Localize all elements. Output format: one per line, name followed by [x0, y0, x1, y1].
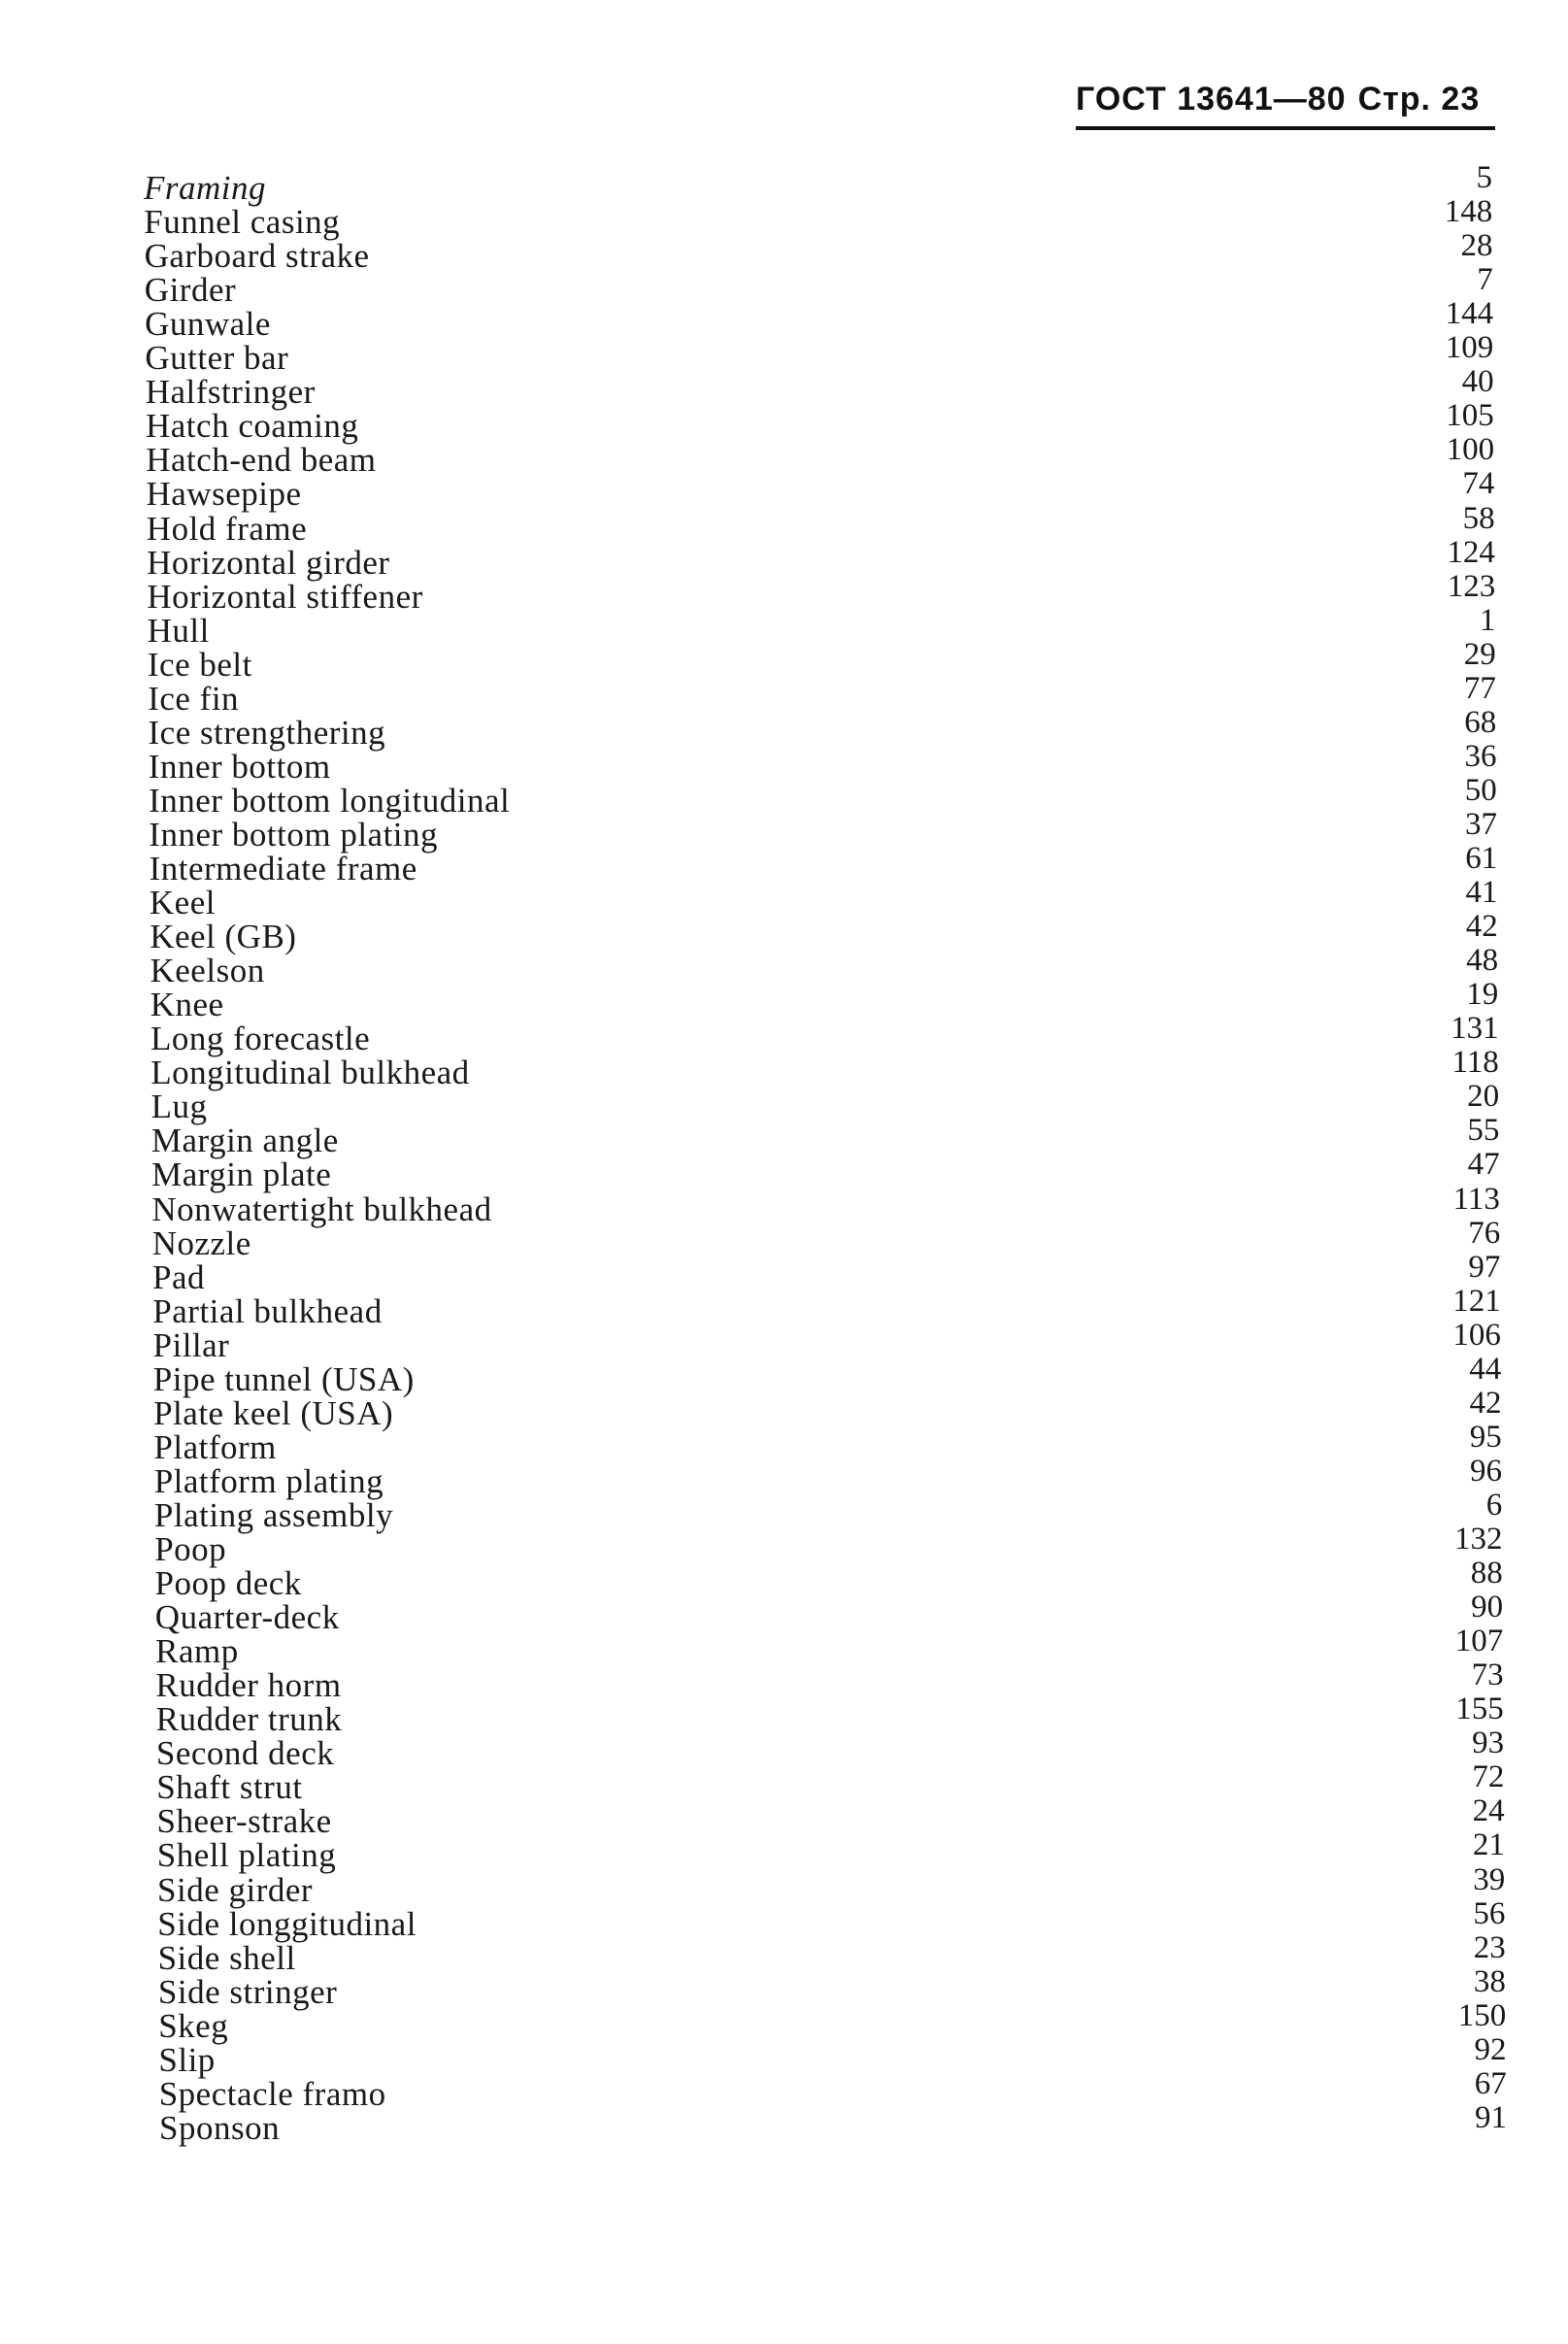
index-number: 61: [1465, 841, 1498, 876]
index-entry: [0, 262, 1568, 310]
index-entry: [0, 1453, 1568, 1500]
index-term: Sheer-strake: [156, 1802, 332, 1841]
index-entry: [0, 1419, 1568, 1466]
index-term: Gunwale: [145, 305, 271, 344]
index-term: Knee: [150, 986, 224, 1024]
index-entry: [0, 1079, 1568, 1126]
index-number: 44: [1469, 1351, 1502, 1387]
index-entry: [0, 943, 1568, 990]
index-number: 42: [1465, 909, 1498, 945]
index-term: Hawsepipe: [146, 475, 302, 514]
index-term: Plating assembly: [153, 1495, 394, 1534]
index-entry: [0, 2065, 1568, 2113]
index-entry: [0, 1181, 1568, 1228]
index-entry: [0, 1861, 1568, 1909]
index-entry: [0, 1691, 1568, 1739]
index-entry: [0, 364, 1568, 412]
index-entry: [0, 228, 1568, 276]
index-entry: [0, 738, 1568, 786]
index-number: 72: [1472, 1759, 1505, 1795]
index-term: Gutter bar: [145, 339, 289, 378]
index-term: Ice belt: [147, 645, 252, 684]
index-number: 48: [1466, 943, 1499, 979]
index-entry: [0, 909, 1568, 956]
index-entry: [0, 1317, 1568, 1364]
index-entry: [0, 1759, 1568, 1807]
index-number: 7: [1477, 262, 1493, 298]
index-term: Quarter-deck: [154, 1598, 340, 1637]
index-term: Horizontal girder: [147, 543, 390, 582]
index-term: Long forecastle: [150, 1020, 371, 1058]
index-term: Nonwatertight bulkhead: [151, 1189, 492, 1228]
index-term: Keel (GB): [150, 918, 297, 956]
index-number: 6: [1485, 1487, 1503, 1523]
index-term: Pipe tunnel (USA): [152, 1359, 415, 1398]
index-number: 37: [1465, 806, 1497, 842]
index-entry: [0, 398, 1568, 446]
index-entry: [0, 636, 1568, 684]
index-entry: [0, 977, 1568, 1024]
index-entry: [0, 1556, 1568, 1602]
index-entry: [0, 160, 1568, 207]
index-term: Ramp: [155, 1632, 239, 1671]
index-entry: [0, 1658, 1568, 1705]
index-term: Ice strengthering: [148, 713, 386, 752]
index-number: 21: [1472, 1827, 1505, 1863]
index-term: Side girder: [157, 1870, 314, 1909]
index-term: Hull: [147, 611, 210, 650]
index-entry: [0, 1215, 1568, 1262]
index-entry: [0, 568, 1568, 616]
index-term: Hatch-end beam: [146, 441, 377, 480]
index-term: Pillar: [152, 1325, 230, 1364]
index-number: 42: [1469, 1385, 1502, 1421]
index-term: Hold frame: [146, 509, 308, 548]
index-term: Halfstringer: [145, 373, 316, 412]
index-entry: [0, 534, 1568, 582]
index-number: 41: [1465, 875, 1498, 910]
index-number: 91: [1475, 2099, 1507, 2135]
index-entry: [0, 704, 1568, 752]
index-term: Poop: [154, 1530, 227, 1568]
index-term: Side longgitudinal: [157, 1904, 417, 1943]
index-term: Second deck: [155, 1734, 335, 1773]
index-term: Inner bottom: [148, 747, 331, 786]
index-term: Plate keel (USA): [153, 1393, 394, 1432]
index-number: 107: [1454, 1624, 1504, 1659]
index-entry: [0, 1045, 1568, 1092]
index-entry: [0, 1929, 1568, 1977]
index-term: Shell plating: [156, 1836, 337, 1875]
index-number: 19: [1466, 977, 1499, 1013]
index-number: 96: [1470, 1453, 1502, 1489]
index-number: 1: [1479, 602, 1496, 638]
index-term: Nozzle: [151, 1223, 251, 1262]
index-term: Platform: [153, 1427, 277, 1466]
index-number: 90: [1471, 1590, 1504, 1625]
index-term: Horizontal stiffener: [147, 577, 423, 616]
index-entry: [0, 1011, 1568, 1058]
index-entry: [0, 2031, 1568, 2079]
index-term: Framing: [144, 169, 266, 207]
index-term: Margin plate: [151, 1155, 332, 1194]
index-number: 121: [1452, 1283, 1501, 1319]
page-number: Стр. 23: [1357, 81, 1481, 117]
index-entry: [0, 194, 1568, 242]
index-number: 73: [1471, 1658, 1504, 1693]
index-number: 28: [1460, 228, 1493, 264]
index-number: 92: [1474, 2031, 1507, 2067]
index-number: 47: [1467, 1147, 1500, 1183]
index-number: 132: [1454, 1522, 1503, 1557]
index-number: 123: [1447, 568, 1496, 604]
index-term: Funnel casing: [144, 203, 341, 242]
index-number: 38: [1473, 1963, 1506, 1999]
index-term: Rudder trunk: [155, 1700, 343, 1739]
index-entry: [0, 841, 1568, 887]
index-entry: [0, 330, 1568, 378]
index-number: 5: [1476, 160, 1492, 195]
index-entry: [0, 1385, 1568, 1432]
index-term: Sponson: [159, 2108, 281, 2147]
index-number: 76: [1468, 1215, 1501, 1251]
index-term: Intermediate frame: [149, 850, 417, 887]
index-entry: [0, 1487, 1568, 1534]
index-term: Shaft strut: [156, 1768, 303, 1807]
index-entry: [0, 296, 1568, 344]
index-number: 124: [1447, 534, 1495, 570]
index-term: Garboard strake: [144, 237, 370, 276]
index-number: 88: [1470, 1556, 1503, 1591]
index-number: 131: [1451, 1011, 1499, 1047]
index-term: Platform plating: [153, 1461, 384, 1500]
index-term: Slip: [158, 2040, 216, 2079]
index-entry: [0, 1624, 1568, 1671]
index-entry: [0, 1997, 1568, 2045]
index-term: Ice fin: [148, 679, 240, 718]
standard-code: ГОСТ 13641—80: [1076, 81, 1347, 117]
index-number: 40: [1461, 364, 1494, 400]
index-entry: [0, 1522, 1568, 1568]
index-entry: [0, 1963, 1568, 2011]
index-number: 100: [1446, 432, 1495, 468]
index-number: 148: [1444, 194, 1493, 230]
index-number: 93: [1472, 1725, 1505, 1761]
index-term: Inner bottom plating: [149, 815, 439, 854]
index-number: 50: [1464, 772, 1497, 808]
index-number: 118: [1451, 1045, 1499, 1081]
index-number: 74: [1462, 466, 1495, 502]
index-entry: [0, 500, 1568, 548]
index-entry: [0, 806, 1568, 854]
index-entry: [0, 1590, 1568, 1637]
index-number: 144: [1445, 296, 1494, 332]
index-number: 39: [1473, 1861, 1506, 1897]
index-term: Keelson: [150, 952, 265, 990]
index-term: Girder: [144, 271, 237, 310]
index-term: Spectacle framo: [158, 2074, 386, 2113]
index-entry: [0, 875, 1568, 921]
index-number: 106: [1452, 1317, 1501, 1353]
index-entry: [0, 772, 1568, 820]
index-term: Lug: [150, 1088, 208, 1126]
index-term: Partial bulkhead: [152, 1291, 383, 1330]
index-term: Longitudinal bulkhead: [150, 1054, 470, 1092]
index-entry: [0, 1283, 1568, 1330]
index-number: 109: [1445, 330, 1494, 366]
index-entry: [0, 602, 1568, 650]
index-term: Poop deck: [154, 1564, 302, 1602]
index-number: 29: [1463, 636, 1496, 672]
index-entry: [0, 2099, 1568, 2147]
index-term: Skeg: [158, 2006, 229, 2045]
index-number: 105: [1446, 398, 1494, 434]
index-entry: [0, 1113, 1568, 1160]
index-number: 36: [1464, 738, 1497, 774]
index-number: 24: [1472, 1793, 1505, 1829]
index-entry: [0, 1147, 1568, 1194]
index-number: 95: [1469, 1419, 1502, 1455]
index-entry: [0, 1793, 1568, 1841]
index-term: Side stringer: [157, 1972, 338, 2011]
index-number: 150: [1457, 1997, 1507, 2033]
index-entry: [0, 1725, 1568, 1773]
index-term: Inner bottom longitudinal: [149, 781, 511, 820]
index-number: 77: [1463, 670, 1496, 706]
index-entry: [0, 1827, 1568, 1875]
index-number: 58: [1462, 500, 1495, 536]
index-entry: [0, 670, 1568, 718]
index-term: Side shell: [157, 1938, 296, 1977]
index-entry: [0, 1351, 1568, 1398]
index-term: Pad: [152, 1257, 205, 1296]
index-term: Keel: [149, 884, 216, 921]
index-term: Rudder horm: [155, 1666, 342, 1705]
index-number: 68: [1464, 704, 1497, 740]
index-entry: [0, 466, 1568, 514]
index-number: 67: [1474, 2065, 1507, 2101]
index-number: 155: [1455, 1691, 1504, 1727]
index-term: Hatch coaming: [146, 407, 359, 446]
index-entry: [0, 1249, 1568, 1296]
index-number: 113: [1452, 1181, 1500, 1217]
index-number: 97: [1468, 1249, 1501, 1285]
index-entry: [0, 432, 1568, 480]
index-number: 55: [1467, 1113, 1500, 1149]
index-number: 23: [1473, 1929, 1506, 1965]
index-number: 56: [1473, 1895, 1506, 1931]
index-number: 20: [1467, 1079, 1500, 1115]
index-term: Margin angle: [150, 1122, 339, 1160]
index-entry: [0, 1895, 1568, 1943]
